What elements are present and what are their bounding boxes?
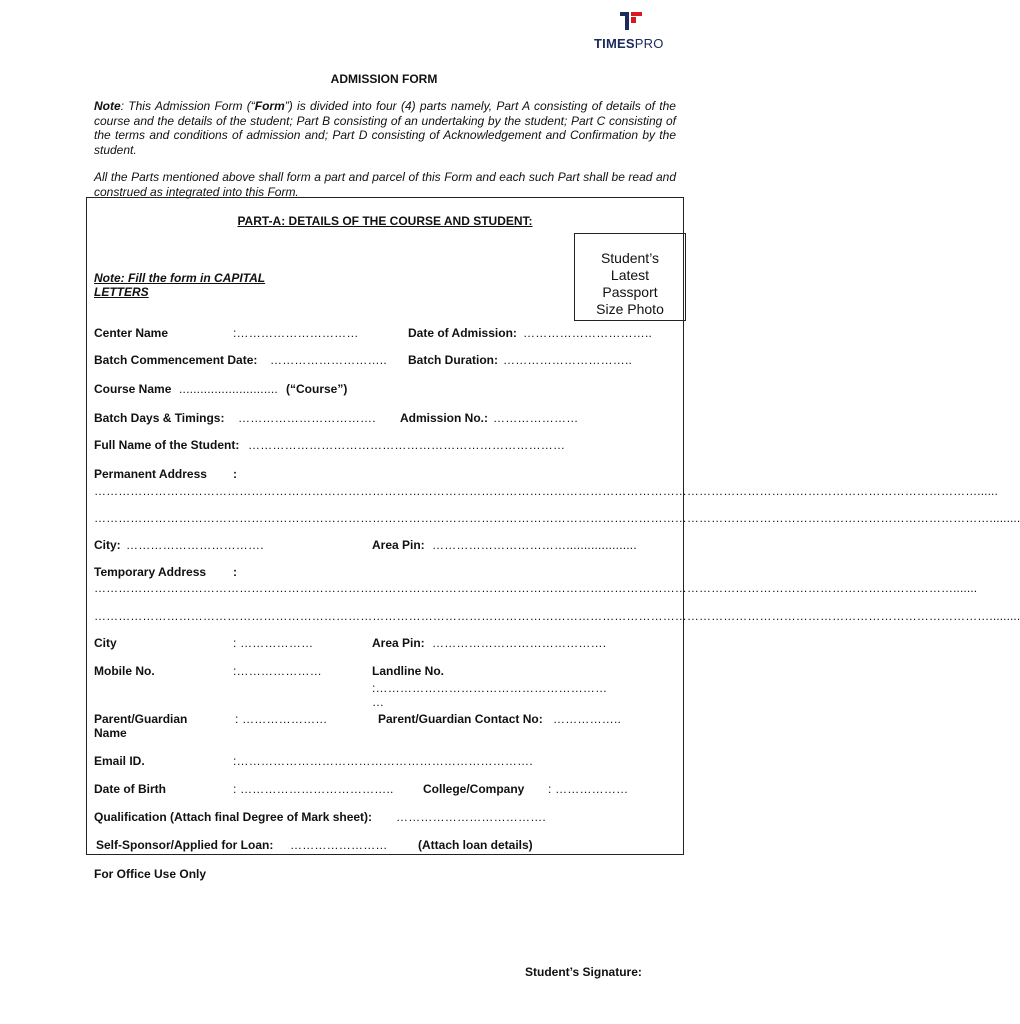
capital-letters-note: Note: Fill the form in CAPITAL LETTERS [94,271,266,299]
photo-line-3: Passport [602,284,658,300]
batch-days-field[interactable]: ……………………………. [238,411,376,425]
area-pin-2-label: Area Pin: [372,636,425,650]
temporary-address-line-1[interactable]: ……………………………………………………………………………………………………………………………………………………………………………………………....... [94,581,978,595]
signature-label: Student’s Signature: [525,965,642,979]
temporary-address-line-2[interactable]: ……………………………………………………………………………………………………………………………………………………………………………………………………......... [94,609,1020,623]
mobile-field[interactable]: :………………… [233,664,322,678]
note-paragraph [94,99,676,157]
parent-name-label-2: Name [94,726,127,740]
mobile-label: Mobile No. [94,664,155,678]
city-2-label: City [94,636,117,650]
passport-photo-box[interactable] [574,233,686,321]
admission-no-label: Admission No.: [400,411,489,425]
qualification-label: Qualification (Attach final Degree of Mark sheet): [94,810,373,824]
temporary-address-label: Temporary Address [94,565,207,579]
email-field[interactable]: :………………………………………………………………. [233,754,533,768]
admission-no-field[interactable]: ………………… [493,411,579,425]
area-pin-1-field[interactable]: …………………………….................... [432,538,637,552]
course-name-field[interactable]: ............................ [179,382,278,396]
timespro-logo-icon [620,12,642,32]
landline-label: Landline No. [372,664,444,678]
permanent-address-line-1[interactable]: …………………………………………………………………………………………………………………………………………………………………………………………………...... [94,484,998,498]
date-admission-field[interactable]: ………………………….. [523,326,653,340]
area-pin-1-label: Area Pin: [372,538,425,552]
full-name-field[interactable]: …………………………………………………………………… [248,438,566,452]
timespro-logo [594,12,684,54]
course-name-label: Course Name [94,382,172,396]
email-label: Email ID. [94,754,145,768]
full-name-label: Full Name of the Student: [94,438,240,452]
logo-wordmark [594,36,664,51]
batch-commencement-label: Batch Commencement Date: [94,353,258,367]
city-1-field[interactable]: ……………………………. [126,538,264,552]
batch-duration-label: Batch Duration: [408,353,498,367]
parent-contact-field[interactable]: …………….. [553,712,622,726]
batch-days-label: Batch Days & Timings: [94,411,225,425]
college-label: College/Company [423,782,525,796]
city-2-field[interactable]: : ……………… [233,636,314,650]
photo-line-4: Size Photo [596,301,664,317]
logo-name-light: PRO [634,36,664,51]
parent-name-label-1: Parent/Guardian [94,712,188,726]
sponsor-label: Self-Sponsor/Applied for Loan: [96,838,274,852]
permanent-address-label: Permanent Address [94,467,207,481]
center-name-field[interactable]: :………………………… [233,326,359,340]
center-name-label: Center Name [94,326,169,340]
note-text-1: : This Admission Form (“ [120,99,255,113]
part-a-title: PART-A: DETAILS OF THE COURSE AND STUDENT: [237,214,533,228]
dob-field[interactable]: : ……………………………….. [233,782,394,796]
sponsor-field[interactable]: …………………… [290,838,388,852]
permanent-address-colon: : [233,467,237,481]
landline-field[interactable]: :………………………………………………… [372,681,608,695]
parts-paragraph: All the Parts mentioned above shall form a part and parcel of this Form and each such Part shall be read and construed as integrated into this Form. [94,170,676,199]
qualification-field[interactable]: ………………………………. [396,810,546,824]
area-pin-2-field[interactable]: ……………………………………. [432,636,607,650]
landline-field-cont: … [372,695,385,709]
college-field[interactable]: : ……………… [548,782,629,796]
parent-contact-label: Parent/Guardian Contact No: [378,712,543,726]
batch-commencement-field[interactable]: ……………………….. [270,353,387,367]
logo-name-bold: TIMES [594,36,635,51]
photo-line-1: Student’s [600,250,660,266]
photo-line-2: Latest [610,267,650,283]
note-text-2: ”) is divided into four (4) parts namely, Part A consisting of details of the course and the details of the student; Part B consisting of an undertaking by the student; Part C consisting of the terms and conditions of admission and; Part D consisting of Acknowledgement and Confirmation by the student. [94,99,676,157]
dob-label: Date of Birth [94,782,166,796]
note-label: Note [94,99,121,113]
course-name-suffix: (“Course”) [286,382,348,396]
date-admission-label: Date of Admission: [408,326,517,340]
office-use-label: For Office Use Only [94,867,207,881]
temporary-address-colon: : [233,565,237,579]
form-title: ADMISSION FORM [330,72,438,86]
parent-name-field[interactable]: : ………………… [235,712,328,726]
note-form-word: Form [254,99,285,113]
city-1-label: City: [94,538,121,552]
permanent-address-line-2[interactable]: ……………………………………………………………………………………………………………………………………………………………………………………………………......... [94,511,1020,525]
batch-duration-field[interactable]: ………………………….. [503,353,633,367]
sponsor-suffix: (Attach loan details) [418,838,533,852]
